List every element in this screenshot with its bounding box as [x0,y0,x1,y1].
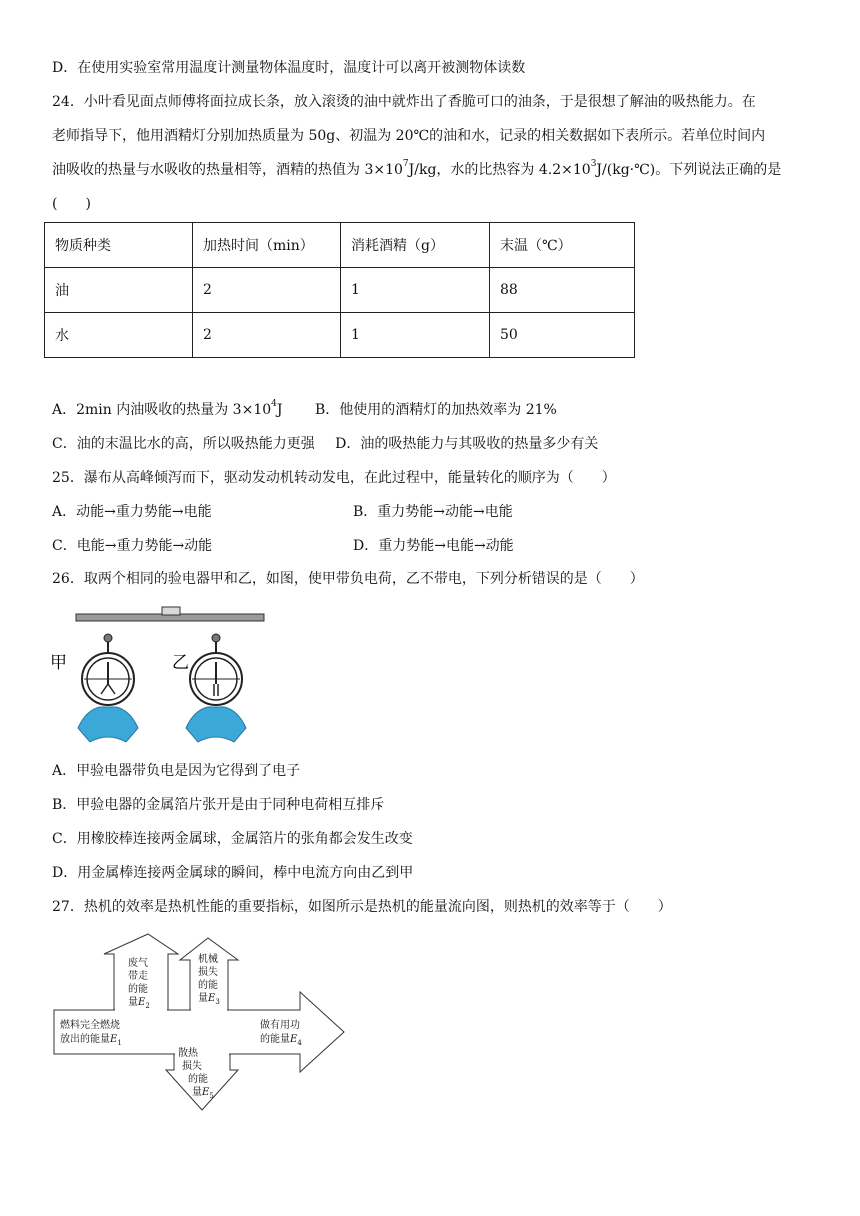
q24-option-d: D．油的吸热能力与其吸收的热量多少有关 [335,436,599,452]
table-cell: 88 [490,268,635,313]
q25-option-b: B．重力势能→动能→电能 [353,504,513,520]
table-cell: 2 [193,268,341,313]
q24-text-b: J/kg，水的比热容为 4.2×10 [408,162,591,178]
q24-stem-line3 [52,160,781,180]
q26-option-c: C．用橡胶棒连接两金属球，金属箔片的张角都会发生改变 [52,831,413,847]
table-cell: 50 [490,313,635,358]
mech-label-l1: 机械 [198,954,218,965]
table-header: 加热时间（min） [193,223,341,268]
q27-stem: 27．热机的效率是热机性能的重要指标，如图所示是热机的能量流向图，则热机的效率等于（ ） [52,899,672,915]
q26-option-b: B．甲验电器的金属箔片张开是由于同种电荷相互排斥 [52,797,385,813]
table-cell: 2 [193,313,341,358]
rod-handle [162,607,180,615]
label-jia: 甲 [50,653,67,673]
heat-label-l1: 散热 [178,1048,198,1059]
q26-option-d: D．用金属棒连接两金属球的瞬间，棒中电流方向由乙到甲 [52,865,414,881]
exhaust-label-l1: 废气 [128,958,148,969]
table-cell: 1 [341,313,490,358]
q26-option-a: A．甲验电器带负电是因为它得到了电子 [52,763,301,779]
heat-label-l3: 的能 [188,1074,208,1085]
q24-option-c: C．油的末温比水的高，所以吸热能力更强 [52,436,315,452]
q24-text-a: 油吸收的热量与水吸收的热量相等，酒精的热值为 3×10 [52,162,403,178]
table-cell: 1 [341,268,490,313]
table-cell: 水 [45,313,193,358]
q24-options-cd [52,434,598,454]
q24-exp2: 3 [590,159,597,170]
q23-option-d: D．在使用实验室常用温度计测量物体温度时，温度计可以离开被测物体读数 [52,60,526,76]
useful-label-l1: 做有用功 [260,1020,300,1031]
q25-option-c: C．电能→重力势能→动能 [52,538,213,554]
electroscope-yi [186,634,246,742]
table-row [45,268,635,313]
mech-label-l3: 的能 [198,980,218,991]
table-header: 物质种类 [45,223,193,268]
table-header: 消耗酒精（g） [341,223,490,268]
table-header: 末温（℃） [490,223,635,268]
input-label-l1: 燃料完全燃烧 [60,1020,120,1031]
table-cell: 油 [45,268,193,313]
q24-text-c: J/(kg·℃)。下列说法正确的是 [596,162,782,178]
electroscope-figure [48,604,270,746]
table-row [45,313,635,358]
energy-flow-diagram [52,932,352,1114]
q24-data-table [44,222,635,358]
q24-exp1: 7 [402,159,409,170]
q24-stem-line1: 24．小叶看见面点师傅将面拉成长条，放入滚烫的油中就炸出了香脆可口的油条，于是很想了解油的吸热能力。在 [52,94,756,110]
exhaust-label-l3: 的能 [128,984,148,995]
mech-label-l2: 损失 [198,967,218,978]
label-yi: 乙 [172,653,189,673]
q25-stem: 25．瀑布从高峰倾泻而下，驱动发动机转动发电，在此过程中，能量转化的顺序为（ ） [52,470,616,486]
q25-option-d: D．重力势能→电能→动能 [353,538,514,554]
q24-option-a: A．2min 内油吸收的热量为 $3\times 10^4J$ [52,399,283,418]
q24-stem-line2: 老师指导下，他用酒精灯分别加热质量为 50g、初温为 20℃的油和水，记录的相关数据如下表所示。若单位时间内 [52,128,766,144]
q24-option-b: B．他使用的酒精灯的加热效率为 21% [314,402,557,418]
q24-options-ab [52,400,557,420]
input-label-l2: 放出的能量$E_1$ [60,1034,122,1047]
heat-label-l2: 损失 [182,1061,202,1072]
mech-label-l4: 量$E_3$ [198,993,220,1006]
exhaust-label-l4: 量$E_2$ [128,997,150,1010]
exhaust-label-l2: 带走 [128,971,148,982]
table-header-row [45,223,635,268]
useful-label-l2: 的能量$E_4$ [260,1034,302,1047]
q25-option-a: A．动能→重力势能→电能 [52,504,212,520]
q26-stem: 26．取两个相同的验电器甲和乙，如图，使甲带负电荷，乙不带电，下列分析错误的是（ ） [52,571,644,587]
q24-answer-blank: ( ) [52,196,91,212]
heat-label-l4: 量$E_5$ [192,1087,214,1100]
electroscope-jia [78,634,138,742]
